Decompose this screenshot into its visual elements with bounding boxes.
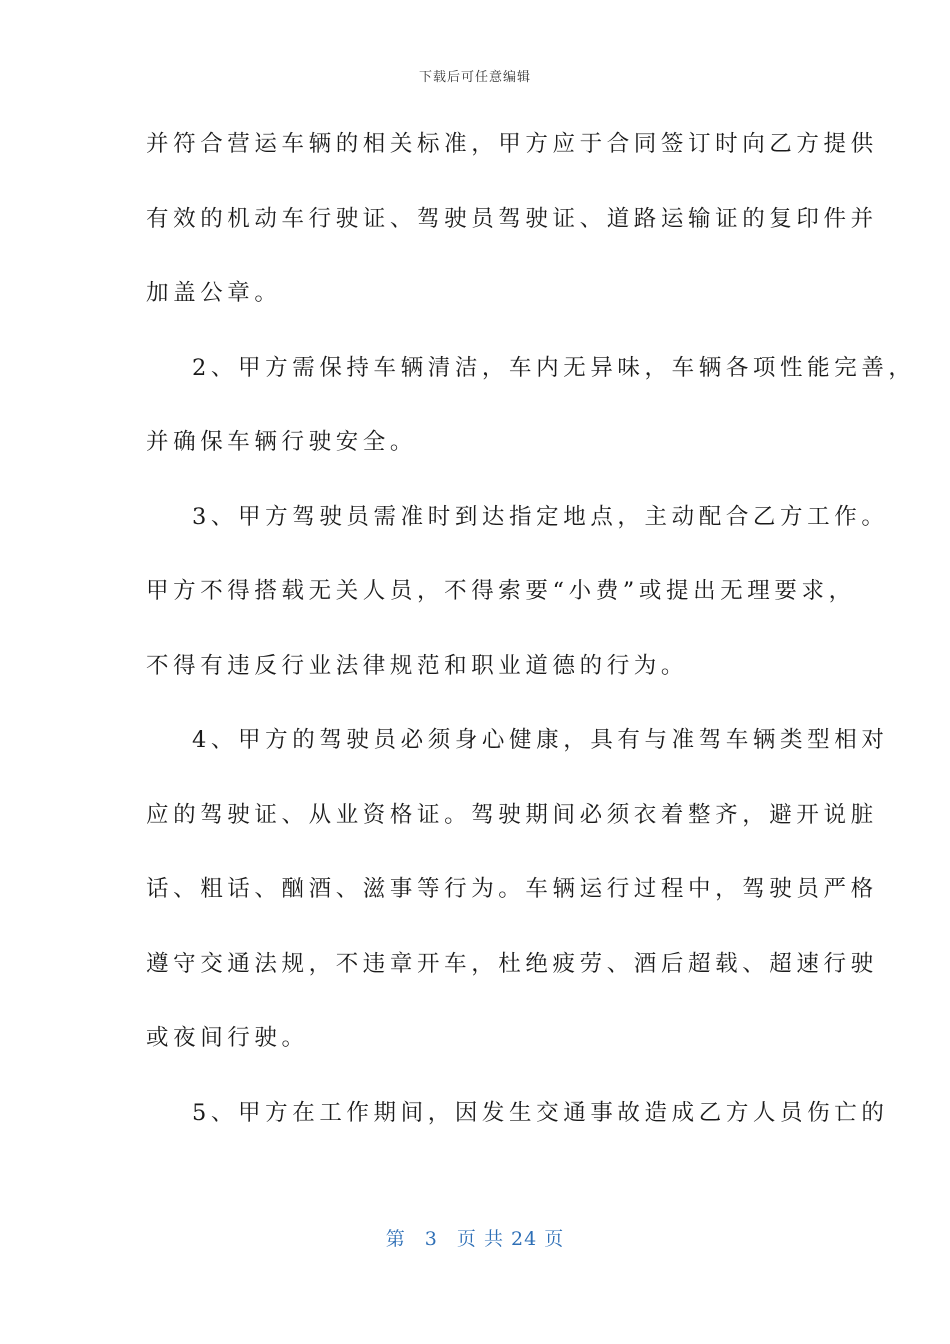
text-line: 甲方不得搭载无关人员，不得索要“小费”或提出无理要求， xyxy=(146,578,856,604)
text-line: 遵守交通法规，不违章开车，杜绝疲劳、酒后超载、超速行驶 xyxy=(146,950,878,977)
text-line: 应的驾驶证、从业资格证。驾驶期间必须衣着整齐，避开说脏 xyxy=(146,801,878,828)
text-line: 加盖公章。 xyxy=(146,280,282,306)
text-line-clause-2: 2、甲方需保持车辆清洁，车内无异味，车辆各项性能完善， xyxy=(192,354,916,381)
text-line: 话、粗话、酗酒、滋事等行为。车辆运行过程中，驾驶员严格 xyxy=(146,876,878,902)
text-line: 不得有违反行业法律规范和职业道德的行为。 xyxy=(146,652,689,679)
text-line: 有效的机动车行驶证、驾驶员驾驶证、道路运输证的复印件并 xyxy=(146,205,878,232)
text-line-clause-4: 4、甲方的驾驶员必须身心健康，具有与准驾车辆类型相对 xyxy=(192,727,889,753)
document-body xyxy=(146,124,916,1167)
footer-prefix: 第 xyxy=(385,1228,406,1250)
page-footer xyxy=(0,1224,950,1251)
header-note: 下载后可任意编辑 xyxy=(418,70,531,85)
footer-suffix: 页 xyxy=(544,1228,565,1250)
text-line: 并符合营运车辆的相关标准，甲方应于合同签订时向乙方提供 xyxy=(146,131,878,157)
footer-total-pages: 24 xyxy=(511,1228,538,1250)
text-line-clause-5: 5、甲方在工作期间，因发生交通事故造成乙方人员伤亡的 xyxy=(192,1099,889,1126)
footer-page-number: 3 xyxy=(424,1228,438,1250)
text-line: 并确保车辆行驶安全。 xyxy=(146,429,418,455)
text-line-clause-3: 3、甲方驾驶员需准时到达指定地点，主动配合乙方工作。 xyxy=(192,503,889,530)
text-line: 或夜间行驶。 xyxy=(146,1025,309,1051)
footer-middle: 页 共 xyxy=(456,1228,504,1250)
